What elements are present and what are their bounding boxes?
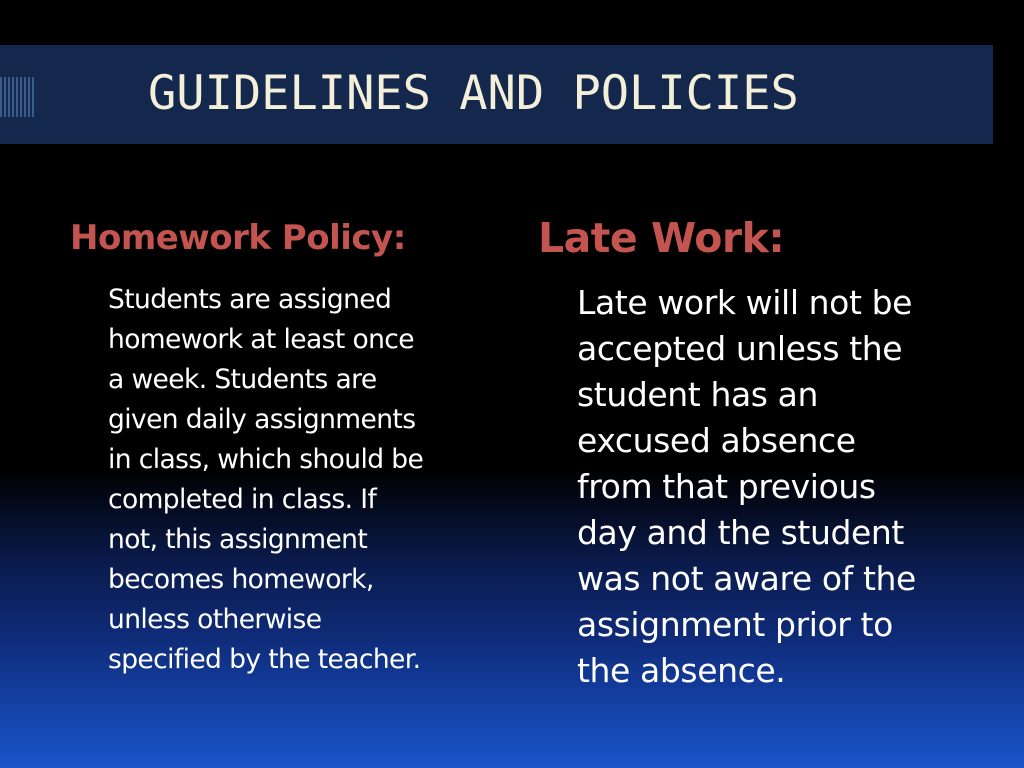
late-work-text <box>577 280 997 694</box>
homework-policy-line: homework at least once <box>108 324 414 355</box>
homework-policy-line: becomes homework, <box>108 564 374 595</box>
late-work-line: day and the student <box>577 513 904 552</box>
late-work-line: from that previous <box>577 467 876 506</box>
late-work-line: Late work will not be <box>577 283 913 322</box>
homework-policy-line: specified by the teacher. <box>108 644 421 675</box>
late-work-line: the absence. <box>577 651 786 690</box>
homework-policy-line: unless otherwise <box>108 604 322 635</box>
homework-policy-line: given daily assignments <box>108 404 416 435</box>
slide-title: GUIDELINES AND POLICIES <box>148 66 799 121</box>
late-work-line: excused absence <box>577 421 856 460</box>
late-work-line: assignment prior to <box>577 605 893 644</box>
homework-policy-heading: Homework Policy: <box>70 218 406 258</box>
homework-policy-line: completed in class. If <box>108 484 377 515</box>
homework-policy-line: a week. Students are <box>108 364 377 395</box>
late-work-heading: Late Work: <box>538 214 785 262</box>
late-work-line: student has an <box>577 375 818 414</box>
homework-policy-line: not, this assignment <box>108 524 368 555</box>
late-work-line: was not aware of the <box>577 559 916 598</box>
homework-policy-line: in class, which should be <box>108 444 424 475</box>
title-accent-stripes <box>0 77 36 117</box>
homework-policy-line: Students are assigned <box>108 284 392 315</box>
late-work-line: accepted unless the <box>577 329 903 368</box>
homework-policy-text <box>108 280 498 680</box>
